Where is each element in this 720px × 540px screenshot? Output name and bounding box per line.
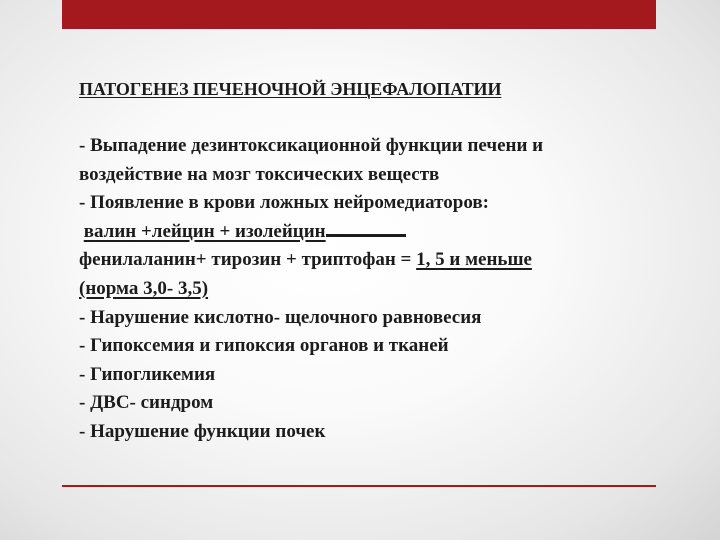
top-accent-bar: [62, 0, 656, 29]
formula-result: 1, 5 и меньше: [416, 249, 532, 271]
bullet-line-2: - Появление в крови ложных нейромедиаторов:: [79, 192, 489, 214]
fraction-bar: [326, 218, 406, 237]
bottom-accent-line: [62, 485, 656, 487]
bullet-line-3: - Нарушение кислотно- щелочного равновесия: [79, 306, 482, 328]
slide-title: ПАТОГЕНЕЗ ПЕЧЕНОЧНОЙ ЭНЦЕФАЛОПАТИИ: [79, 79, 502, 99]
formula-numerator-line: [79, 218, 679, 247]
bullet-line-7: - Нарушение функции почек: [79, 420, 326, 442]
bullet-line-5: - Гипогликемия: [79, 363, 216, 385]
formula-norm-line: [79, 275, 679, 304]
formula-norm: (норма 3,0- 3,5): [79, 277, 209, 299]
bullet-line-1: - Выпадение дезинтоксикационной функции печени и: [79, 135, 544, 156]
slide-content: [79, 78, 679, 447]
formula-denominator: фенилаланин+ тирозин + триптофан =: [79, 249, 417, 271]
bullet-line-1-continued: воздействие на мозг токсических веществ: [79, 163, 440, 185]
bullet-line-6: - ДВС- синдром: [79, 392, 214, 414]
formula-denominator-line: [79, 246, 679, 275]
bullet-line-4: - Гипоксемия и гипоксия органов и тканей: [79, 335, 449, 357]
formula-numerator: валин +лейцин + изолейцин: [83, 220, 326, 242]
